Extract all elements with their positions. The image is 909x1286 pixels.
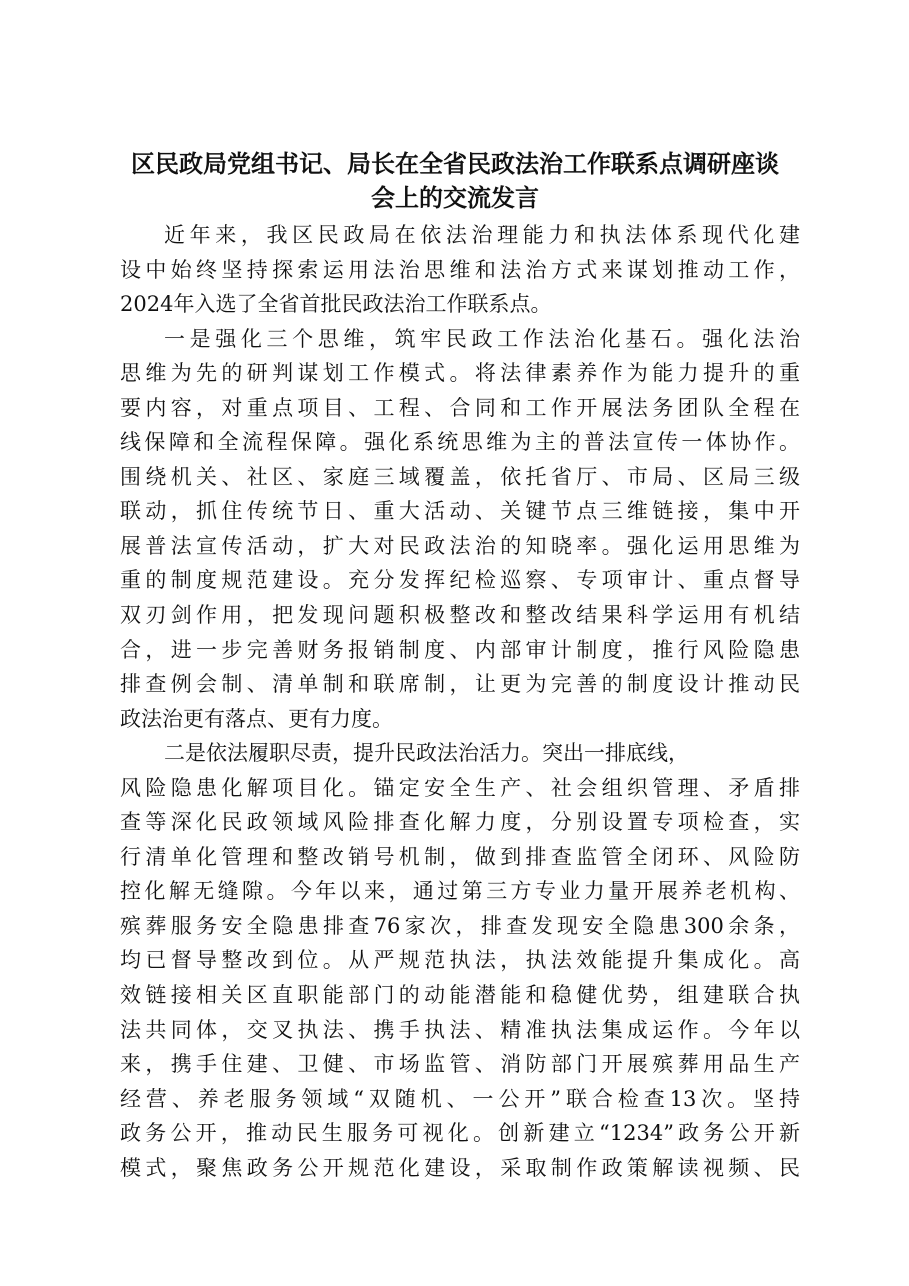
body-line: 经营、养老服务领域“双随机、一公开”联合检查13次。坚持 (120, 1086, 800, 1111)
body-line: 效链接相关区直职能部门的动能潜能和稳健优势，组建联合执 (120, 983, 800, 1008)
body-line: 2024年入选了全省首批民政法治工作联系点。 (120, 292, 552, 317)
document-title-line-1: 区民政局党组书记、局长在全省民政法治工作联系点调研座谈 (131, 149, 779, 178)
body-line: 政法治更有落点、更有力度。 (120, 706, 393, 731)
body-line: 重的制度规范建设。充分发挥纪检巡察、专项审计、重点督导 (120, 568, 800, 593)
body-line: 均已督导整改到位。从严规范执法，执法效能提升集成化。高 (120, 948, 800, 973)
body-line: 展普法宣传活动，扩大对民政法治的知晓率。强化运用思维为 (120, 533, 800, 558)
body-line: 要内容，对重点项目、工程、合同和工作开展法务团队全程在 (120, 395, 800, 420)
body-line: 思维为先的研判谋划工作模式。将法律素养作为能力提升的重 (120, 361, 800, 386)
body-line: 殡葬服务安全隐患排查76家次，排查发现安全隐患300余条， (120, 913, 800, 938)
body-line: 二是依法履职尽责，提升民政法治活力。突出一排底线， (164, 741, 689, 766)
body-line: 双刃剑作用，把发现问题积极整改和整改结果科学运用有机结 (120, 603, 800, 628)
body-line: 风险隐患化解项目化。锚定安全生产、社会组织管理、矛盾排 (120, 775, 800, 800)
body-line: 政务公开，推动民生服务可视化。创新建立“1234”政务公开新 (120, 1121, 800, 1146)
body-line: 行清单化管理和整改销号机制，做到排查监管全闭环、风险防 (120, 844, 800, 869)
body-line: 查等深化民政领域风险排查化解力度，分别设置专项检查，实 (120, 810, 800, 835)
body-line: 合，进一步完善财务报销制度、内部审计制度，推行风险隐患 (120, 637, 800, 662)
body-line: 近年来，我区民政局在依法治理能力和执法体系现代化建 (164, 223, 800, 247)
body-line: 来，携手住建、卫健、市场监管、消防部门开展殡葬用品生产 (120, 1052, 800, 1077)
body-line: 法共同体，交叉执法、携手执法、精准执法集成运作。今年以 (120, 1017, 800, 1042)
body-line: 一是强化三个思维，筑牢民政工作法治化基石。强化法治 (164, 326, 800, 351)
body-line: 模式，聚焦政务公开规范化建设，采取制作政策解读视频、民 (120, 1155, 800, 1180)
body-line: 线保障和全流程保障。强化系统思维为主的普法宣传一体协作。 (120, 430, 800, 455)
document-title-line-2: 会上的交流发言 (371, 183, 539, 212)
body-line: 联动，抓住传统节日、重大活动、关键节点三维链接，集中开 (120, 499, 800, 524)
body-line: 控化解无缝隙。今年以来，通过第三方专业力量开展养老机构、 (120, 879, 800, 904)
body-line: 围绕机关、社区、家庭三域覆盖，依托省厅、市局、区局三级 (120, 464, 800, 489)
body-line: 设中始终坚持探索运用法治思维和法治方式来谋划推动工作， (120, 257, 800, 282)
document-body (120, 218, 800, 1185)
body-line: 排查例会制、清单制和联席制，让更为完善的制度设计推动民 (120, 672, 800, 697)
